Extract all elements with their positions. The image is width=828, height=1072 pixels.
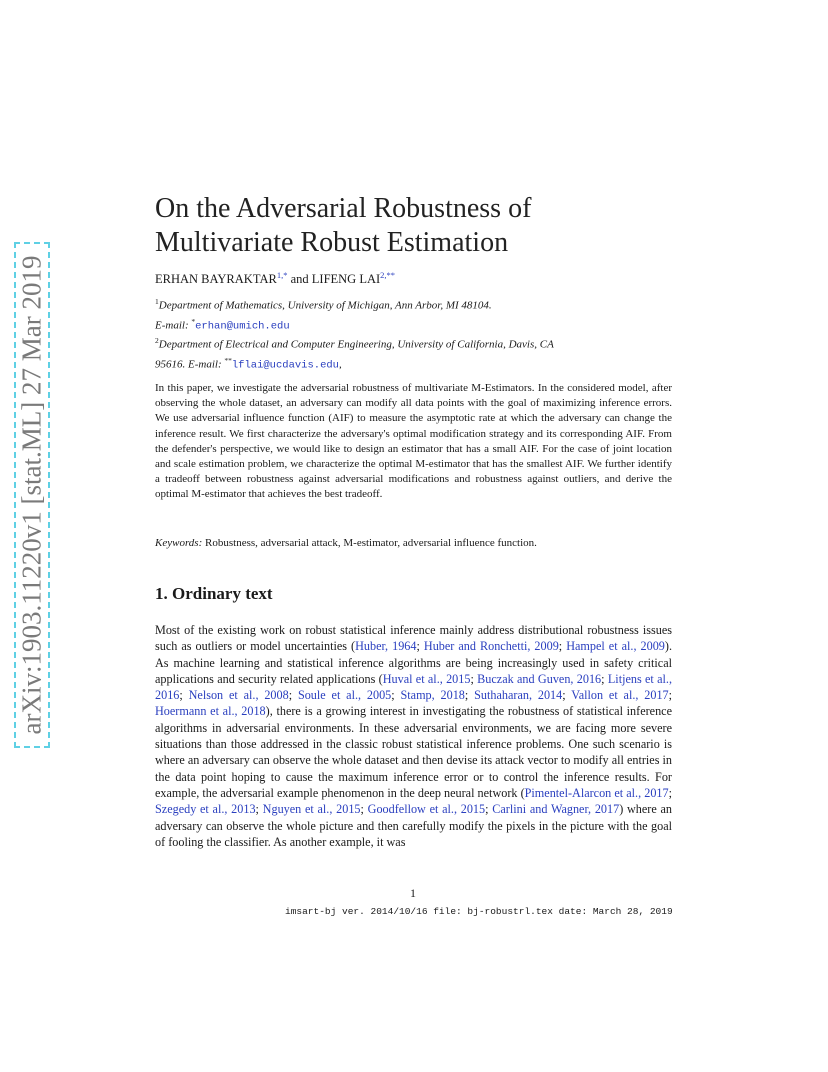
citation-link[interactable]: Hampel et al., 2009 <box>566 639 665 654</box>
citation-link[interactable]: Vallon et al., 2017 <box>571 688 669 703</box>
citation-link[interactable]: Buczak and Guven, 2016 <box>477 671 602 686</box>
paper-title <box>155 192 531 260</box>
email-link-1[interactable]: erhan@umich.edu <box>195 320 290 333</box>
citation-link[interactable]: Litjens et al., 2016 <box>155 671 673 703</box>
citation-link[interactable]: Carlini and Wagner, 2017 <box>492 802 620 817</box>
keywords-text: Robustness, adversarial attack, M-estimator, adversarial influence function. <box>205 537 537 549</box>
title-line-2: Multivariate Robust Estimation <box>155 227 509 258</box>
author-2-affiliation-mark: 2,** <box>380 270 396 280</box>
page-footer: imsart-bj ver. 2014/10/16 file: bj-robustrl.tex date: March 28, 2019 <box>285 906 673 917</box>
body-text-4: ) where an adversary can observe the whole picture and then carefully modify the pixels in the picture with the goal of fooling the classifier. As another example, it was <box>155 802 673 849</box>
affiliation-1-number: 1 <box>155 297 159 306</box>
arxiv-sidebar-stamp <box>14 242 50 748</box>
arxiv-identifier: arXiv:1903.11220v1 [stat.ML] 27 Mar 2019 <box>16 255 47 735</box>
affiliation-2-number: 2 <box>155 336 159 345</box>
citation-link[interactable]: Goodfellow et al., 2015 <box>367 802 486 817</box>
body-text-1: Most of the existing work on robust statistical inference mainly address distributional robustness issues such as outliers or model uncertainties ( <box>155 623 672 654</box>
body-text-2: ). As machine learning and statistical inference algorithms are being increasingly used in safety critical applications and security related applications ( <box>155 639 672 686</box>
affiliation-2-tail: , <box>338 358 342 371</box>
affiliation-1 <box>155 294 675 334</box>
body-paragraph: Most of the existing work on robust statistical inference mainly address distributional robustness issues such as outliers or model uncertainties (Huber, 1964; Huber and Ronchetti, 2009; Hampel et al., 2009). As machine learning and statistical inference algorithms are being increasingly used in safety critical applications and security related applications (Huval et al., 2015; Buczak and Guven, 2016; Litjens et al., 2016; Nelson et al., 2008; Soule et al., 2005; Stamp, 2018; Suthaharan, 2014; Vallon et al., 2017; Hoermann et al., 2018), there is a growing interest in investigating the robustness of statistical inference algorithms in adversarial environments. In these adversarial environments, we are facing more severe situations than those addressed in the classic robust statistical inference problems. One such scenario is where an adversary can observe the whole dataset and then devise its attack vector to modify all entries in the data point hoping to cause the maximum inference error or to control the inference results. For example, the adversarial example phenomenon in the deep neural network (Pimentel-Alarcon et al., 2017; Szegedy et al., 2013; Nguyen et al., 2015; Goodfellow et al., 2015; Carlini and Wagner, 2017) where an adversary can observe the whole picture and then carefully modify the pixels in the picture with the goal of fooling the classifier. As another example, it was <box>155 623 673 849</box>
author-name-1: ERHAN BAYRAKTAR <box>155 272 277 287</box>
citation-link[interactable]: Stamp, 2018 <box>400 688 465 703</box>
affiliation-2-text-cont: 95616. E-mail: <box>155 358 222 371</box>
citation-link[interactable]: Hoermann et al., 2018 <box>155 704 266 719</box>
citation-link[interactable]: Szegedy et al., 2013 <box>155 802 256 817</box>
citation-link[interactable]: Huber and Ronchetti, 2009 <box>423 639 559 654</box>
citation-link[interactable]: Soule et al., 2005 <box>297 688 392 703</box>
author-conjunction: and <box>290 272 309 287</box>
affiliation-2-text: Department of Electrical and Computer Engineering, University of California, Davis, CA <box>158 338 554 351</box>
citation-link[interactable]: Nguyen et al., 2015 <box>262 802 361 817</box>
page-number: 1 <box>410 886 416 900</box>
author-list <box>155 270 395 287</box>
author-name-2: LIFENG LAI <box>311 272 381 287</box>
citation-link[interactable]: Huval et al., 2015 <box>382 671 471 686</box>
title-line-1: On the Adversarial Robustness of <box>155 193 532 224</box>
section-heading: 1. Ordinary text <box>155 584 273 603</box>
abstract: In this paper, we investigate the adversarial robustness of multivariate M-Estimators. In the considered model, after observing the whole dataset, an adversary can modify all data points with the goal of maximizing inference errors. We use adversarial influence function (AIF) to measure the asymptotic rate at which the adversary can change the inference result. We first characterize the adversary's optimal modification strategy and its corresponding AIF. From the defender's perspective, we would like to design an estimator that has a small AIF. For the case of joint location and scale estimation problem, we characterize the optimal M-estimator that has the smallest AIF. We further identify a tradeoff between robustness against adversarial modifications and robustness against outliers, and derive the optimal M-estimator that achieves the best tradeoff. <box>155 382 672 501</box>
separator: ; <box>558 639 567 654</box>
separator: ; <box>416 639 424 654</box>
keywords-label: Keywords: <box>155 537 203 549</box>
affiliation-1-text: Department of Mathematics, University of Michigan, Ann Arbor, MI 48104. <box>158 299 492 312</box>
affiliation-2 <box>155 333 675 373</box>
citation-link[interactable]: Huber, 1964 <box>355 639 417 654</box>
citation-link[interactable]: Nelson et al., 2008 <box>188 688 289 703</box>
email-mark-2: ** <box>224 355 232 365</box>
email-label-1: E-mail: <box>155 319 189 332</box>
keywords <box>155 537 537 549</box>
email-mark-1: * <box>191 316 196 326</box>
citation-link[interactable]: Suthaharan, 2014 <box>474 688 563 703</box>
body-text-3: ), there is a growing interest in investigating the robustness of statistical inference algorithms in adversarial environments. In these adversarial environments, we are facing more severe situations than those addressed in the classic robust statistical inference problems. One such scenario is where an adversary can observe the whole dataset and then devise its attack vector to modify all entries in the data point hoping to cause the maximum inference error or to control the inference results. For example, the adversarial example phenomenon in the deep neural network ( <box>155 704 672 800</box>
citation-link[interactable]: Pimentel-Alarcon et al., 2017 <box>524 785 669 800</box>
author-1-affiliation-mark: 1,* <box>276 270 288 280</box>
email-link-2[interactable]: lflai@ucdavis.edu <box>231 359 339 372</box>
